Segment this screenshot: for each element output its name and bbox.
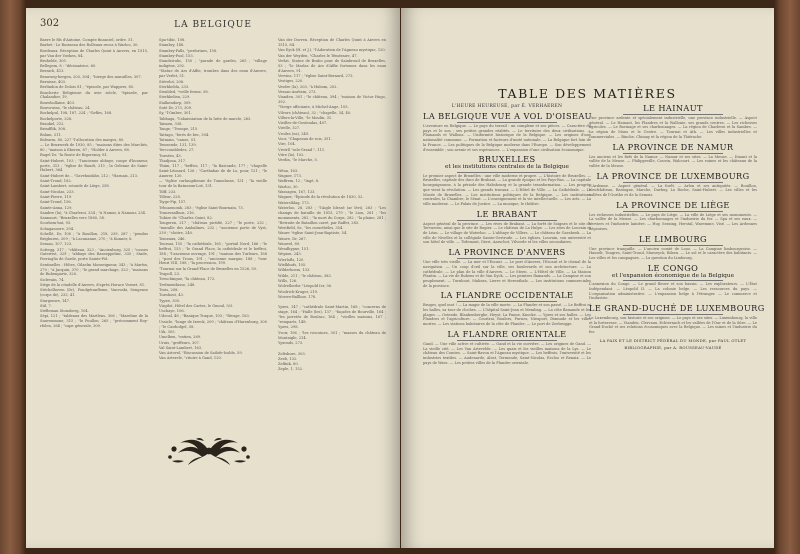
toc-section-summary: Bruges, quel mot ! — La magie de la ville morte. — La Flandre et son passé. — Le Beffroi et les halles, sa tour de cloches. — L'hôpital Saint-Jean et Memling. — La côte flamande et les plages. — Ostende, Blankenberghe, Heyst, La Panne, Knocke. — Ypres et ses halles. — Les Flandres et l'agriculture. — Courtrai, Roulers, Furnes, Nieuport, Dixmude et les villes mortes. — Les stations balnéaires de la côte de Flandre. — Le port de Zeebrugge. [423, 303, 591, 327]
index-entry: Vianden, 301 ; "le château, 394 ; "maison de Victor Hugo, 392. [278, 95, 386, 104]
index-entry: Wills, 126. [278, 278, 298, 283]
index-entry: Woolrich-Kruger, 219. [278, 289, 319, 294]
index-entry: Saint-Hubert de... "Gavehuiskhe, 212 ; "Harnais, 213. [40, 173, 138, 178]
index-entry: Ypres, 147 ; "cathédrale Saint-Martin, 168 ; "concerns de stage, 164 ; "Halle (les), 137 ; "façades de Bourville, 164 ; "les jarretés de Boulsac, 164 ; "vieilles maisons, 167 ; "remparts, 148. [278, 305, 386, 325]
index-entry: Vretrll "sels-Grand ", 111. [278, 147, 326, 152]
index-entry: Saint-Hubert, 103 ; "l'ancienne abbaye, coupe d'honneur, porte, 313 ; "église de Baudt, 215 ; la Gelenne de Saint-Hubert, 364. [40, 158, 148, 173]
index-entry: Terccombledes, 27. [159, 148, 195, 153]
toc-section-heading: LA PROVINCE D'ANVERS [448, 247, 566, 258]
index-entry: Woewe-Ballhue, 178. [278, 294, 317, 299]
index-entry: Uschaye, 106. [159, 309, 185, 314]
index-entry: Tange, "Trompe, 215. [159, 127, 199, 132]
index-entry: Van Artovel, "Biscussion de Sailofe-Isolde, 59. [159, 351, 243, 356]
index-column-3 [278, 38, 386, 373]
index-entry: Val Saint-Lambert, 163. [159, 345, 203, 350]
index-entry: Treuchingue, "la château, 172. [159, 277, 216, 282]
index-entry: "Statue de Ars d'Affie, trombes dans des eaux d'Anvers, par Verlet, 51. [159, 69, 267, 79]
toc-column-left [423, 104, 591, 368]
index-entry: Thiim, 117 ; "beffroi, 117 ; "la Bastonde, 177 ; "chapelle Saint-Léonard, 126 ; "Carthabar de de Lo, pour, 121 ; "le Amerer, 120. [159, 164, 267, 179]
index-entry: Bolearm, 80, 227 "l'allocution des marges, 80. [40, 137, 125, 142]
index-entry: Boucherie Religieuse du xvie siècle, "épisode, par Chalandier, 19. [40, 90, 148, 100]
toc-section-heading: LE BRABANT [476, 208, 538, 219]
toc-section-heading: LA PROVINCE DE LIÈGE [616, 199, 730, 210]
divider [457, 220, 558, 221]
toc-section-summary: Les anciens et les fiefs de la Namur. — Namur et ses sites. — La Meuse. — Dinant et la vallée de la Meuse. — Philippeville, Couvin, Walcourt. — Les ruines et les châteaux de la vallée de la Meuse. [589, 154, 757, 168]
running-head: LA BELGIQUE [174, 20, 252, 30]
toc-section-heading: LE LIMBOURG [639, 233, 707, 244]
divider [623, 314, 724, 315]
toc-section-heading: LA PROVINCE DE LUXEMBOURG [596, 170, 750, 181]
index-entry: Saint-Trond, 182. [40, 179, 72, 184]
index-entry: Saint-Lambert, rotonde de Liège, 258. [40, 184, 110, 189]
index-entry: Standstrulic, 150 ; "parade de gardes, 265 ; "village indigène, 292. [159, 59, 267, 69]
index-entry: Schellé, Dr, 108 ; "à Bouillon, 218, 239, 287 ; "pendus Brighuren, 209 ; "à Lacunanne, 270 ; "à Kunner, 8. [40, 232, 148, 241]
divider [623, 182, 724, 183]
right-page [401, 8, 774, 548]
index-entry: Zeltsbure, 303. [278, 351, 306, 356]
index-entry [278, 164, 386, 169]
index-entry: Vervins, 117 ; "église Saint-Bernard, 273. [278, 73, 354, 78]
index-entry: Barbet : Le Ruisseau des Rolleaux recus à Warloo, 30. [40, 43, 139, 48]
index-entry: Sainte-Anna, 129. [40, 205, 73, 210]
index-entry: Trapoll, 23. [159, 272, 181, 277]
toc-section [423, 330, 591, 366]
index-entry: Tattago, "forés de bec, 304. [159, 132, 210, 137]
page-number: 302 [40, 18, 60, 29]
index-entry: Braukel, 212. [40, 121, 65, 126]
toc-section-summary: L'Ardenne. — Aspect général. — La forêt. — Arlon et ses antiquités. — Bouillon, Neufchâteau, Bastogne, Marche, Durbuy, La Roche, Saint-Hubert. — Les villes et les vallées de l'Ourthe et de la Semois. [589, 183, 757, 198]
index-entry: Sentinelles : Hôtes, Gilaelm Monseigneur, 343 ; "à Martin, 270 ; "à Jacquin, 370 ; "le grand marchage, 323 ; "maisons de Rubenpartz, 320. [40, 262, 148, 277]
index-entry: Turnées, 43. [159, 153, 182, 158]
toc-section [423, 210, 591, 246]
index-entry: Tubize de "Charles Quint, 82. [159, 216, 213, 221]
toc-section-summary: Une province ardente et spécialement industrielle, une province industrielle. — Aspect général. — Le Hainaut, les Flandres et la Wallonie, ses grands centres. — Les richesses agricoles. — Le Borinage et ses charbonnages. — La région de Charleroi et la Sambre. — La région de Mons et le Centre. — Tournai et Ath. — Les villes industrielles et commerciales. — Binche, Chimay et la région de la Thiérache. [589, 116, 757, 139]
index-entry: Tomeaux, 246. [159, 236, 186, 241]
index-entry: Vire, 104. [278, 142, 296, 147]
index-entry: Zeple, 1, 152. [278, 367, 304, 372]
index-entry: Stargenwe, 147. [40, 298, 70, 303]
index-entry: Vilvors (château), 32 ; "chapelle, 34, 40. [278, 110, 352, 115]
index-entry: Van Arterele, "citoire à Gand, 120. [159, 356, 222, 361]
index-entry: Trhuaenomh, 283 ; "église Saint-Bournain, 73. [159, 205, 244, 210]
index-entry: Stévelot, 208. [159, 79, 185, 84]
index-entry: Virelle, 327. [278, 126, 301, 131]
toc-section-subheading: et l'expansion économique de la Belgique [611, 272, 735, 279]
toc-section [423, 248, 591, 288]
toc-section [423, 291, 591, 327]
divider [457, 172, 558, 173]
index-entry: Trefmenthisse, 248. [159, 282, 196, 287]
index-entry: Siège de la citadelle d'Anvers, d'après Horace Vernet, 81. [40, 283, 146, 288]
divider [623, 245, 724, 246]
toc-section [589, 302, 765, 335]
index-entry: Virgilot, Hôtel des Cartes, le Gmoul, 9/3. [159, 303, 234, 308]
index-entry: Typee, 305. [159, 298, 181, 303]
index-entry: Vieilles-de-Gostendas, 407. [278, 121, 328, 126]
index-entry: Bouvowins, "le château, 24. [40, 106, 91, 111]
index-entry: Sannaurt, "Bruxelles vers 1860, 58. [40, 216, 106, 221]
divider [457, 122, 558, 123]
index-entry: Wauve, Dr, 267. [278, 236, 307, 241]
index-entry: Tournai, 155 ; "la cathédrale, 165 ; "portail Nord, 166 ; "le beffroi, 153 ; "le Grand Place, la cathédrale et le beffroi, 188 ; "l'ancienne ouvrage, 191 ; "maison des Turleurs, 188 ; "pont des Trous, 191 ; "ancienne margue, 188 ; "tour Henri VIII, 188 ; "la procession, 199. [159, 241, 267, 266]
index-entry: Vroiles (ea), 249. [278, 131, 310, 136]
index-entry: Sy, "l'Ombre, 301. [159, 111, 192, 116]
index-entry: Bouwhollaine, 403. [40, 100, 75, 105]
index-entry: Udecal, 48 ; "Banique Traque, 103 ; "Rivage, 163. [159, 314, 250, 319]
index-entry: Transvaalhuis, 216. [159, 210, 195, 215]
index-entry: Umelben, "entien, 269. [159, 335, 202, 340]
index-entry: Verdin, "le Marche, 5. [278, 158, 318, 163]
toc-section-summary: Une ville très vieille. — La mer et l'Escaut. — Le port d'Anvers, l'Escaut et le chenal de la navigation. — Un coup d'œil sur la ville, ses boulevards et son architecture. — La cathédrale. — Le plan de la ville d'Anvers. — Le Steen. — L'Hôtel de Ville. — La Maison Plantin. — La vie de Rubens et de Van Dyck. — Les peintres flamands. — La Campine et son peuplement. — Turnhout, Malines, Lierre et Herenthals. — Les institutions commerciales de la province. [423, 260, 591, 288]
toc-title: TABLE DES MATIÈRES [498, 86, 677, 101]
index-entry: Wéna, 163. [278, 168, 299, 173]
toc-section-heading: LA FLANDRE OCCIDENTALE [440, 290, 574, 301]
toc-footer-line: LA PAIX ET LE DISTRICT FÉDÉRAL DU MONDE, par PAUL OTLET [599, 337, 747, 343]
index-entry: Vitre (la), 102. [278, 152, 305, 157]
index-entry: Stéchelhoven (Dr), Fondgéranfleme, Vanvoski, Sengense (corps de), 233, 41. [40, 288, 148, 298]
index-entry: Westfield, Sr., "les curarthèles, 354. [278, 225, 344, 230]
index-entry: Turnhout, 43. [159, 293, 184, 298]
index-entry: Bruhelde, 305. [40, 58, 67, 63]
index-entry: "Tournai sur la Grand'Place de Bruxelles en 1526, 50. [159, 266, 258, 271]
index-entry: Siclevain, 74. [40, 277, 65, 282]
index-entry: Waterloo, 28, 283 ; "l'Aigle blessé (ar lévi), 283 ; "Les champs de bataille de 1815, 279 ; "le Lion, 281 ; "les monuments, 282 ; "la mort du Corps, 282 ; "la plaine, 281 ; "Retraite de Bataillon carré, par Raffet, 283. [278, 205, 386, 225]
toc-section-summary: Aspect général de la province. — Les rives de Brabant. — La forêt de Soignes et le site de Tervueren, ainsi que le site de Rogier. — Le château de La Hulpe. — Les sites de Louvain et de Léau. — Le village de Waterloo. — L'abbaye de Villers. — Le château de Gaesbeek. — La ville de Nivelles et la collégiale Sainte-Gertrude. — Les églises, Louvain, son université et son hôtel de ville. — Tirlemont, Diest, Aarschot, Vilvorde et les villes secondaires. [423, 221, 591, 245]
divider [457, 301, 558, 302]
index-entry: Saint-Pierre, 119. [40, 194, 73, 199]
toc-section [589, 143, 757, 169]
index-entry: Wagner, "Épisode de la révolution de 1830, 52. [278, 195, 364, 200]
index-entry: Stéfleman Stonoberg, 104. [40, 309, 89, 314]
index-entry: Stambry-Pool, 153. [159, 53, 194, 58]
toc-column-right [589, 103, 765, 350]
toc-section-summary: Le premier aspect de Bruxelles : une ville moderne et propre. — L'histoire de Bruxelles. — Bruxelles, capitale des ducs de Brabant. — La grande époque et les Pays-Bas. — La capitale bourguignonne, à la période des Habsbourg et la grande transformation. — Les progrès que vient la révolution. — Les grands travaux. — L'Hôtel de Ville. — La Cathédrale. — Le Musée de Bruxelles. — Les institutions politiques de la Belgique. — Les institutions centrales, la Chambre, le Sénat. — L'enseignement et la vie intellectuelle. — Les arts. — La ville moderne. — Le Palais de Justice. — La musique, le théâtre. [423, 173, 591, 206]
index-entry: Taimen, 338. [159, 121, 183, 126]
index-entry: Bernich, 413. [40, 69, 65, 74]
index-entry: Van der Weyden, "Charles le Téméraire, 47. [278, 53, 358, 58]
toc-section-heading: LA BELGIQUE VUE A VOL D'OISEAU [423, 111, 592, 121]
index-entry: Saint-Trond, 156. [40, 200, 72, 205]
toc-section-summary: Les richesses industrielles. — Le pays de Liège. — La ville de Liège et ses monuments. — La vallée de la Meuse. — Les charbonnages et l'industrie du fer. — Spa et ses eaux. — Verviers et l'industrie lainière. — Huy, Seraing, Herstal, Waremme, Visé. — Les Ardennes liégeoises. [589, 212, 757, 231]
index-entry: Verlat, Statue de Brabo pour de Sainbroud de Bruxelles, 53 ; "le Marlas de Ars d'Affie fortomes dans les eaux d'Anvers, 91. [278, 58, 386, 73]
toc-section [589, 201, 757, 232]
toc-section-heading: BRUXELLES [478, 154, 536, 165]
toc-section [423, 112, 591, 152]
toc-lead: L'HEURE HEUREUSE, par É. VERHAEREN [451, 104, 563, 109]
index-entry: Wauwel, 89. [278, 241, 301, 246]
index-entry: "Vierge officiante, à Michel-Ange, 105. [278, 105, 349, 110]
index-entry: Waffrem, 12 ; "Ingé, 8. [278, 179, 320, 184]
index-entry: Vesdre (la), 203, "à Hubom, 202. [278, 84, 338, 89]
index-entry: Wielkhufs, 105. [278, 263, 307, 268]
index-entry: Suté Dr, 273, 309. [159, 106, 193, 111]
index-entry: Uruis, "greffeurs, 307. [159, 340, 200, 345]
index-entry: Sessan, 107, 123. [40, 242, 73, 247]
index-entry: Wolvelberhe "Léopold Ier, 36. [278, 284, 333, 289]
toc-section [589, 235, 757, 261]
index-entry: Schaganoore, 294. [40, 226, 75, 231]
index-entry: Bockelpul, 108, 187, 224 ; "Gefles, 168. [40, 111, 113, 116]
toc-section-summary: L'annexion du Congo. — Le grand fleuve et son bassin. — Les explorateurs. — L'État Indépendant. — Léopold II. — La colonie belge. — Les ressources du pays. — L'organisation administrative. — L'expansion belge à l'étranger. — Le commerce et l'industrie. [589, 282, 757, 301]
index-entry: Sambre (la), "à Charleroi, 334 ; "à Namur, à Namour, 234. [40, 210, 147, 215]
index-entry: Wilde, 211 ; "le château, 383. [278, 273, 332, 278]
toc-section-summary: Gand. — Une ville active et cultivée. — Gand et la vie ouvrière. — Les origines de Gand. — La vieille cité. — Les Van Artevelde. — Les quais et les vieilles maisons de la Lys. — Le château des Comtes. — Saint-Bavon et l'Agneau mystique. — Les beffrois, l'université et les industries textiles. — Audenarde, Alost, Termonde, Saint-Nicolas, Eecloo et Renaix. — Le pays de Waes. — Les petites villes de la Flandre orientale. [423, 341, 591, 365]
index-entry: Wassagen, 167, 133. [278, 190, 316, 195]
toc-section-heading: LA PROVINCE DE NAMUR [612, 141, 734, 152]
toc-section-summary: Le Luxembourg, son histoire et ses origines. — Le pays et ses sites. — Luxembourg, la ville et la forteresse. — Vianden, Clervaux, Echternach et les vallées de l'Our et de la Sûre. — Le Grand-Duché et ses relations économiques avec la Belgique. — Les mines et l'industrie du fer. [589, 315, 757, 335]
index-entry: Tongeren, 217 ; "château pictifié, 227 ; "le porte, 232 ; "muralle des Ambalines, 232 ; "ancienne porte de Vyst, 239 ; "cloitre, 240. [159, 221, 267, 236]
index-entry: Waterslâlag, 173. [278, 200, 310, 205]
index-entry: Stil, 7. [40, 303, 52, 308]
index-entry: Stambry-Falls, "perforines, 158. [159, 48, 218, 53]
index-entry [278, 346, 386, 351]
index-column-1 [40, 38, 148, 330]
toc-footer-line: BIBLIOGRAPHIE, par A. ROUSSEAU-VAUDÉ [624, 344, 722, 350]
index-entry: Bugel Dr, "la Route de Rigorenoy, 81. [40, 153, 108, 158]
index-entry: Wilderhoem, 133. [278, 268, 311, 273]
index-entry: Baere le fils d'Antoine, Compte financiel, ordre. 51. [40, 38, 134, 42]
index-entry: Stenbled, "veille ferme, 58. [159, 90, 209, 95]
divider [623, 114, 724, 115]
toc-section-subheading: et les institutions centrales de la Belgique [445, 164, 569, 171]
index-entry: Tiyge-Fip, 157. [159, 200, 187, 205]
index-entry: Wepion, 243. [278, 252, 302, 257]
index-entry: Berlindon de Dolois 81 ; "épisode, par Wappers, 85. [40, 85, 135, 90]
toc-section [589, 264, 757, 301]
index-entry: Tilff, 233. [159, 189, 177, 194]
index-entry [278, 300, 386, 305]
index-entry: Scorhem-bat, 93. [40, 221, 72, 226]
toc-section-summary: Une province tranquille. — L'ancien comté de Looz. — La Campine limbourgeoise. — Hasselt, Tongres, Saint-Trond, Maeseyck, Bilsen. — Le sol et le caractère des habitants. — Les villes et les campagnes. — La question du Limbourg. [589, 246, 757, 260]
index-entry: Wagner, 173. [278, 174, 302, 179]
toc-section-heading: LE GRAND-DUCHÉ DE LUXEMBOURG [589, 302, 765, 313]
index-entry: Villers-la-Ville, "le Moulin, 31. [278, 115, 333, 120]
index-entry: Bordeaux. Réception de Charles Quint à Anvers, en 1515, par Van der Voeken, 84. [40, 48, 148, 58]
toc-section [589, 172, 757, 198]
index-entry: Spa-tibic, 108. [159, 38, 186, 42]
floral-ornament-icon [166, 435, 252, 467]
index-entry: Sterkhelien, 229. [159, 95, 191, 100]
divider [623, 211, 724, 212]
index-entry: Temsende, 131, 139. [159, 143, 197, 148]
index-entry: — Le Bruxwerk de 1930, 85 ; "maisons dites des Marchés, 80 ; "maison à Ekeren, 87 ; "Holder à Anvers, 88. [40, 143, 148, 153]
index-entry: Saint-Nicolas, 233. [40, 189, 75, 194]
index-entry: Voor, "Chapeaux de rois, 351. [278, 137, 332, 142]
index-entry: Vestiges, 220. [278, 79, 304, 84]
index-entry: Bockelporte, 328. [40, 116, 73, 121]
index-entry: Bernisse, 403. [40, 79, 67, 84]
index-entry: Tatmain, "canoe, 51. [159, 137, 197, 142]
toc-section-heading: LE CONGO [647, 262, 699, 273]
left-page [26, 8, 400, 548]
divider [457, 258, 558, 259]
index-entry: Brindflik, 308. [40, 127, 67, 132]
index-entry: Zeeb, 132. [278, 356, 298, 361]
index-entry: Sottegg, 317 ; "château, 323 ; "Ancienborg, 325 ; "cosses Gaterrist, 329 ; "abbaye des Ranseppelinc, 335 ; Stade, Porrioglio de Garde, porte Sainte-Fol. [40, 247, 148, 262]
index-entry: Beauweg-bergen, 203, 304 ; "bierge des murailles, 307. [40, 74, 142, 79]
index-entry: Ypronds, 273. [278, 340, 304, 345]
index-entry: Bellegem, 8 : "décimatrice, 60. [40, 64, 97, 69]
index-entry: Sterkhelda, 233. [159, 84, 190, 89]
index-entry: Thadjona, 317. [159, 159, 187, 164]
toc-section-heading: LA FLANDRE ORIENTALE [447, 328, 567, 339]
divider [457, 340, 558, 341]
index-entry: Vessau-Anrhein, 273. [278, 89, 317, 94]
toc-section [589, 104, 757, 140]
index-entry: Stalkendorp, 309. [159, 100, 192, 105]
index-entry: Ypres, 298. [278, 325, 299, 330]
index-entry: Zelfnik, 80. [278, 362, 299, 367]
index-entry: — "église carlaugdienne de Tonnelasse, 131 ; "la vieille tour de la Batneaux-Loë, 131. [159, 179, 267, 189]
index-column-2 [159, 38, 267, 362]
index-entry: Waure "église Saint-Jean-Baptiste, 54. [278, 231, 348, 236]
index-entry: Van der Dorren. Réception de Charles Quint à Anvers en 1515, 84. [278, 38, 386, 47]
index-entry: Ussicle, "lunge de Ixreck, 209 ; "château d'Harenburg, 300 ; "le Cairhofgel, 58. [159, 319, 267, 329]
index-entry: Wendhypne, 151. [278, 247, 310, 252]
index-entry: Bolam, 311. [40, 132, 62, 137]
divider [623, 153, 724, 154]
divider [623, 280, 724, 281]
index-entry: Tabbaga, "l'abaissiation de la lutte de marcle, 263. [159, 116, 252, 121]
index-entry: Stambry, 148. [159, 43, 185, 48]
toc-section-heading: LE HAINAUT [643, 103, 703, 113]
toc-section [423, 155, 591, 206]
index-entry: Wierlofls, 120. [278, 257, 305, 262]
index-entry: Sépi, 121 ; "tableaux des Martlens, 306 ; "Mareline de la Snavenmone, 315 ; "le Poullon, 265 ; "précomment Roy-rfolen, 264 ; "cape génerale, 309. [40, 314, 148, 329]
index-entry: Trois, 208. [159, 287, 179, 292]
index-entry: Uik, 305. [159, 329, 176, 334]
toc-section-summary: L'aventure en Belgique. — Le pays du travail : un complexe et ses pièces. — Caractère du pays et le son ; ses petites grandes réalités. — Le territoire des deux civilisations. — Flamands et Wallons. — Uniformité historique de la Belgique. — Les origines d'une nationalité commune. — Formation et facteurs d'unité nationale. — La Belgique fort loin de la France. — Les politiques de la Belgique moderne dans l'Europe. — Son développement d'ensemble ; son avenir et ses espérances. — L'expansion d'une civilisation économique. [423, 124, 591, 152]
index-entry: Van Eyck (H. et J.), "l'Adoration de l'Agneau mystique, 120. [278, 48, 386, 53]
index-entry: Tilleur, 228. [159, 194, 181, 199]
index-entry: Yvoir, 196 ; "les roscoines, 301 ; "masses du château de Montaigle, 214. [278, 330, 386, 340]
index-entry: Warloo, 30. [278, 184, 299, 189]
